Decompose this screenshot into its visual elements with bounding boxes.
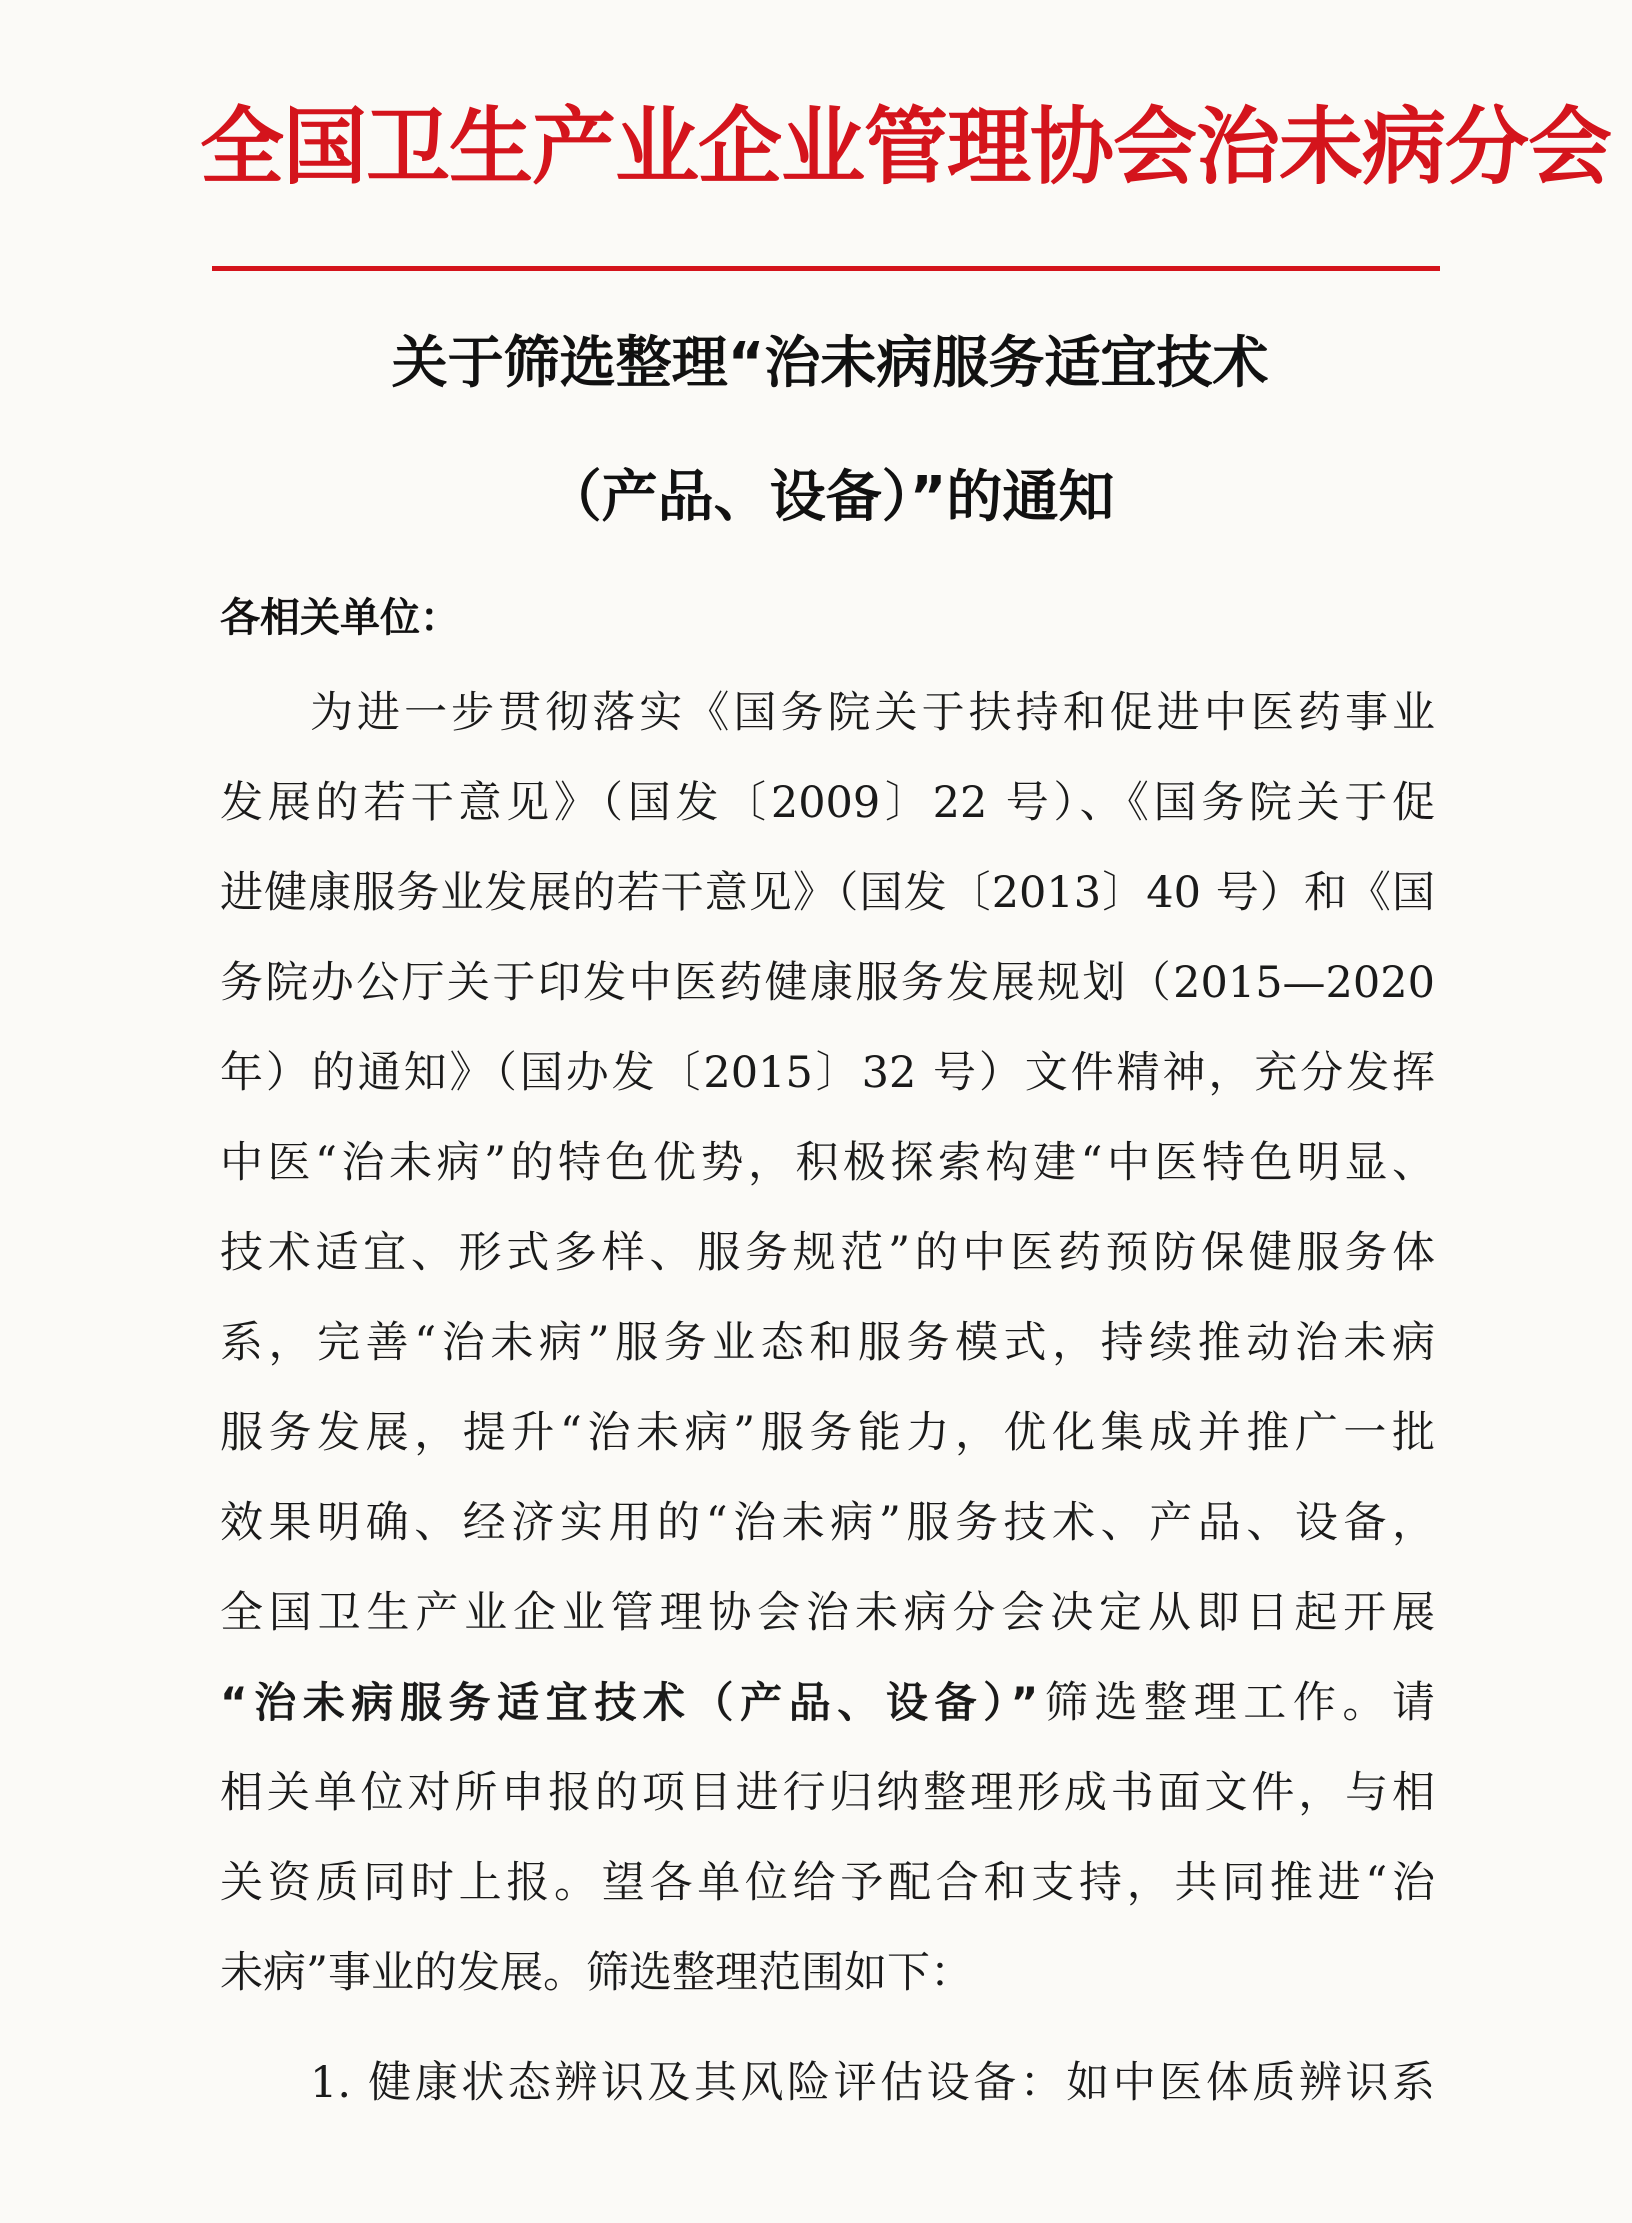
- body-line-10: 效果明确、经济实用的“治未病”服务技术、产品、设备，: [220, 1498, 1435, 1548]
- body-line-7: 技术适宜、形式多样、服务规范”的中医药预防保健服务体: [220, 1228, 1435, 1278]
- notice-title-line-1: 关于筛选整理“治未病服务适宜技术: [391, 331, 1269, 396]
- body-line-1: 为进一步贯彻落实《国务院关于扶持和促进中医药事业: [310, 688, 1435, 738]
- body-line-14: 关资质同时上报。望各单位给予配合和支持，共同推进“治: [220, 1858, 1435, 1908]
- list-item-1: 1. 健康状态辨识及其风险评估设备：如中医体质辨识系: [310, 2058, 1435, 2108]
- body-line-6: 中医“治未病”的特色优势，积极探索构建“中医特色明显、: [220, 1138, 1435, 1188]
- body-line-5: 年）的通知》（国办发〔2015〕32 号）文件精神，充分发挥: [220, 1048, 1435, 1098]
- letterhead-org-name: 全国卫生产业企业管理协会治未病分会: [200, 98, 1612, 196]
- body-line-3: 进健康服务业发展的若干意见》（国发〔2013〕40 号）和《国: [220, 868, 1435, 918]
- body-line-4: 务院办公厅关于印发中医药健康服务发展规划（2015—2020: [220, 958, 1435, 1008]
- body-line-11: 全国卫生产业企业管理协会治未病分会决定从即日起开展: [220, 1588, 1435, 1638]
- letterhead-red-rule: [212, 266, 1440, 271]
- body-line-9: 服务发展，提升“治未病”服务能力，优化集成并推广一批: [220, 1408, 1435, 1458]
- body-line-12: [220, 1678, 1435, 1728]
- bold-phrase: “治未病服务适宜技术（产品、设备）”: [220, 1678, 1039, 1727]
- salutation: 各相关单位：: [220, 595, 460, 641]
- body-line-2: 发展的若干意见》（国发〔2009〕22 号）、《国务院关于促: [220, 778, 1435, 828]
- body-line-8: 系，完善“治未病”服务业态和服务模式，持续推动治未病: [220, 1318, 1435, 1368]
- body-line-13: 相关单位对所申报的项目进行归纳整理形成书面文件，与相: [220, 1768, 1435, 1818]
- after-bold-text: 筛选整理工作。请: [1038, 1678, 1435, 1728]
- body-line-15: 未病”事业的发展。筛选整理范围如下：: [220, 1948, 973, 1998]
- notice-title-line-2: （产品、设备）”的通知: [545, 465, 1115, 530]
